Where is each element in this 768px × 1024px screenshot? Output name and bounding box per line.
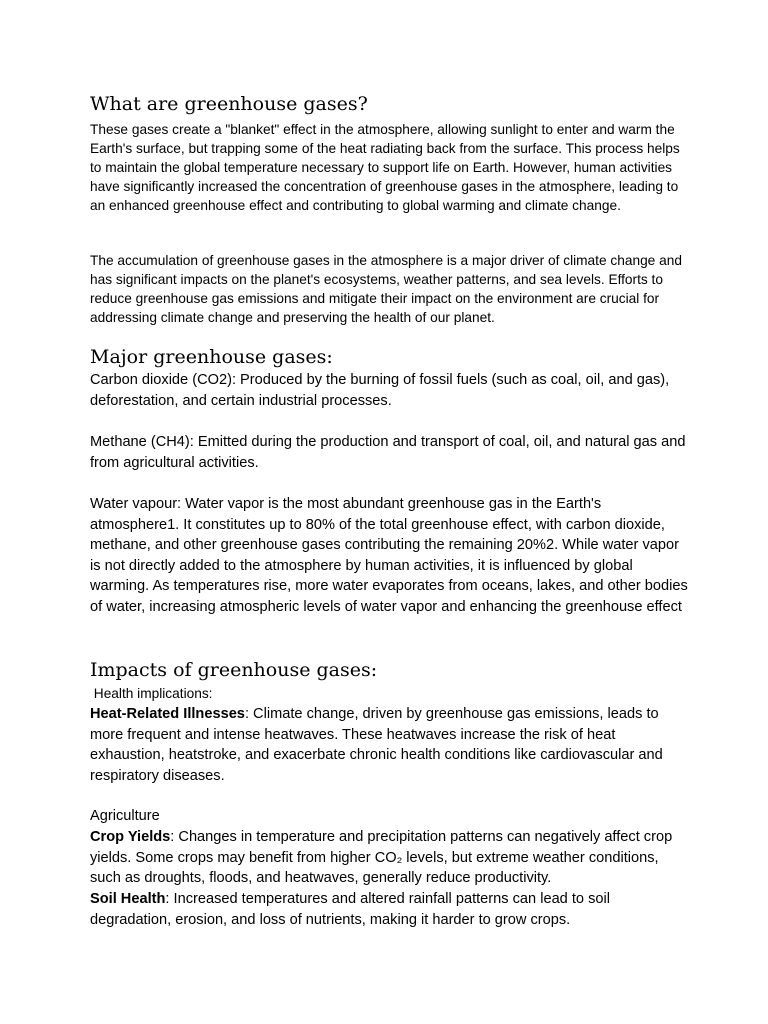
paragraph-soil-health [90, 889, 690, 930]
text-soil-health: : Increased temperatures and altered rainfall patterns can lead to soil degradation, erosion, and loss of nutrients, making it harder to grow crops. [90, 891, 610, 928]
paragraph-water-vapour: Water vapour: Water vapor is the most abundant greenhouse gas in the Earth's atmosphere1. It constitutes up to 80% of the total greenhouse effect, with carbon dioxide, methane, and other greenhouse gases contributing the remaining 20%2. While water vapor is not directly added to the atmosphere by human activities, it is influenced by global warming. As temperatures rise, more water evaporates from oceans, lakes, and other bodies of water, increasing atmospheric levels of water vapor and enhancing the greenhouse effect [90, 496, 688, 615]
paragraph-greenhouse-definition: These gases create a "blanket" effect in the atmosphere, allowing sunlight to enter and warm the Earth's surface, but trapping some of the heat radiating back from the surface. This process helps to maintain the global temperature necessary to support life on Earth. However, human activities have significantly increased the concentration of greenhouse gases in the atmosphere, leading to an enhanced greenhouse effect and contributing to global warming and climate change. [90, 122, 680, 213]
term-soil-health: Soil Health [90, 891, 166, 907]
label-health-implications: Health implications: [90, 686, 213, 701]
paragraph-heat-related-illnesses [90, 704, 690, 786]
section-heading-impacts-of-greenhouse-gases: Impacts of greenhouse gases: [90, 659, 378, 681]
label-agriculture: Agriculture [90, 808, 160, 824]
paragraph-methane: Methane (CH4): Emitted during the production and transport of coal, oil, and natural gas and from agricultural activities. [90, 434, 686, 471]
section-heading-what-are-greenhouse-gases: What are greenhouse gases? [90, 93, 368, 115]
text-heat-related-illnesses: : Climate change, driven by greenhouse gas emissions, leads to more frequent and intense heatwaves. These heatwaves increase the risk of heat exhaustion, heatstroke, and exacerbate chronic health conditions like cardiovascular and respiratory diseases. [90, 706, 663, 784]
paragraph-accumulation-impacts: The accumulation of greenhouse gases in the atmosphere is a major driver of climate change and has significant impacts on the planet's ecosystems, weather patterns, and sea levels. Efforts to reduce greenhouse gas emissions and mitigate their impact on the environment are crucial for addressing climate change and preserving the health of our planet. [90, 253, 682, 325]
section-heading-major-greenhouse-gases: Major greenhouse gases: [90, 346, 333, 368]
term-crop-yields: Crop Yields [90, 829, 171, 845]
text-crop-yields: : Changes in temperature and precipitation patterns can negatively affect crop yields. Some crops may benefit from higher CO₂ levels, but extreme weather conditions, such as droughts, floods, and heatwaves, generally reduce productivity. [90, 829, 673, 887]
paragraph-crop-yields [90, 827, 690, 889]
paragraph-carbon-dioxide: Carbon dioxide (CO2): Produced by the burning of fossil fuels (such as coal, oil, and gas), deforestation, and certain industrial processes. [90, 372, 670, 409]
term-heat-related-illnesses: Heat-Related Illnesses [90, 706, 245, 722]
